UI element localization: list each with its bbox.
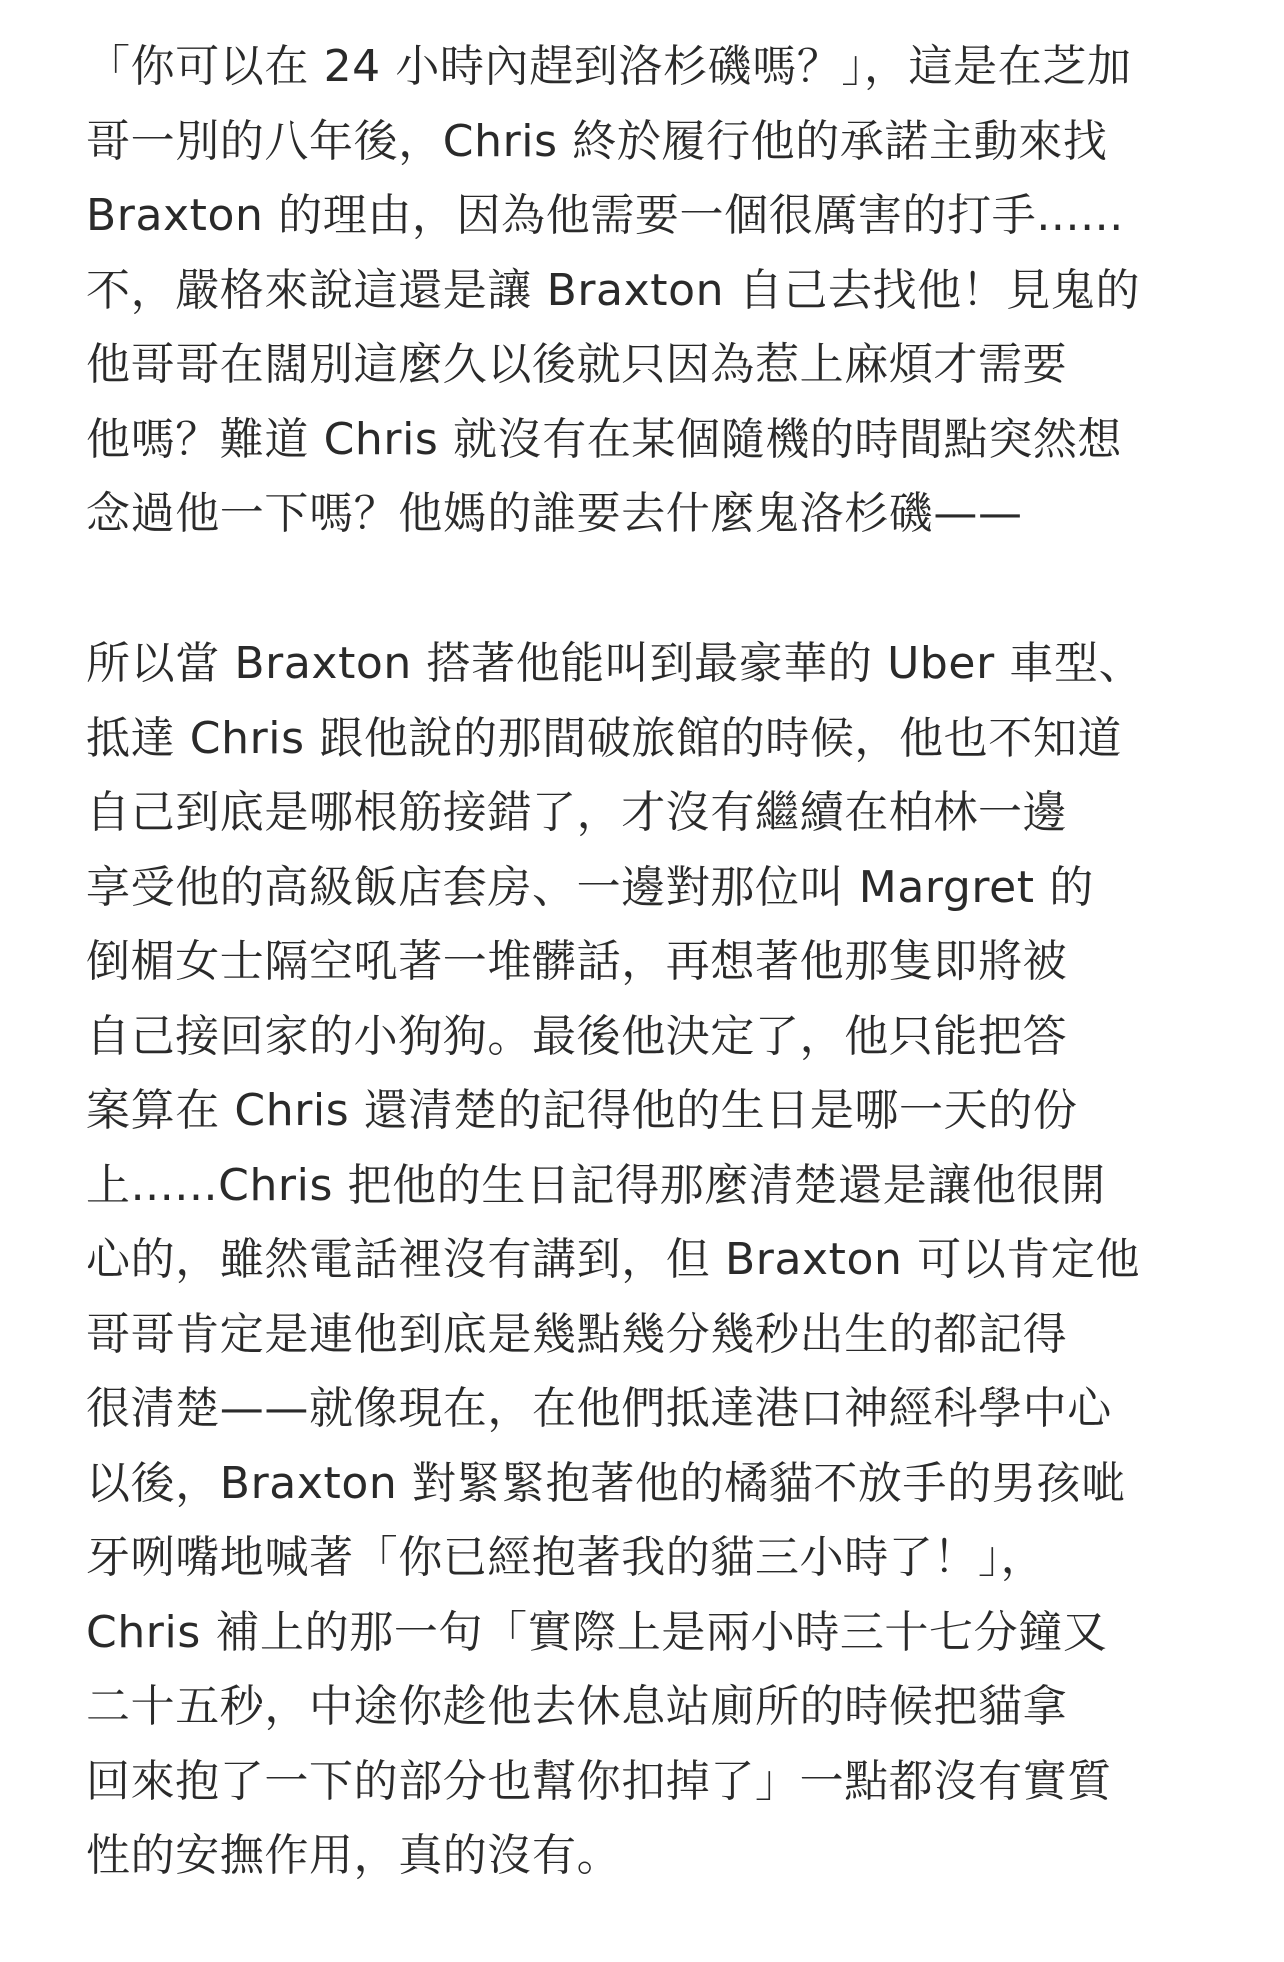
paragraph-1	[86, 30, 1206, 552]
text-line: 二十五秒，中途你趁他去休息站廁所的時候把貓拿	[86, 1681, 1068, 1732]
text-line: 上......Chris 把他的生日記得那麼清楚還是讓他很開	[86, 1159, 1106, 1211]
text-line: 抵達 Chris 跟他說的那間破旅館的時候，他也不知道	[86, 712, 1123, 764]
text-line: 「你可以在 24 小時內趕到洛杉磯嗎？」，這是在芝加	[86, 41, 1132, 92]
text-line: 哥一別的八年後，Chris 終於履行他的承諾主動來找	[86, 115, 1108, 167]
text-line: 很清楚——就像現在，在他們抵達港口神經科學中心	[86, 1383, 1112, 1434]
text-line: 所以當 Braxton 搭著他能叫到最豪華的 Uber 車型、	[86, 638, 1144, 689]
text-line: 回來抱了一下的部分也幫你扣掉了」一點都沒有實質	[86, 1755, 1112, 1807]
text-line: 他嗎？難道 Chris 就沒有在某個隨機的時間點突然想	[86, 413, 1123, 465]
text-line: 性的安撫作用，真的沒有。	[86, 1830, 622, 1881]
text-line: 自己接回家的小狗狗。最後他決定了，他只能把答	[86, 1010, 1068, 1062]
text-line: 牙咧嘴地喊著「你已經抱著我的貓三小時了！」，	[86, 1532, 1046, 1583]
text-line: Braxton 的理由，因為他需要一個很厲害的打手......	[86, 190, 1124, 241]
text-line: 自己到底是哪根筋接錯了，才沒有繼續在柏林一邊	[86, 787, 1068, 838]
text-line: 念過他一下嗎？他媽的誰要去什麼鬼洛杉磯——	[86, 488, 1023, 539]
text-line: 哥哥肯定是連他到底是幾點幾分幾秒出生的都記得	[86, 1308, 1068, 1360]
text-line: 案算在 Chris 還清楚的記得他的生日是哪一天的份	[86, 1085, 1078, 1136]
text-line: 以後，Braxton 對緊緊抱著他的橘貓不放手的男孩呲	[86, 1457, 1126, 1509]
text-line: Chris 補上的那一句「實際上是兩小時三十七分鐘又	[86, 1606, 1108, 1658]
text-line: 心的，雖然電話裡沒有講到，但 Braxton 可以肯定他	[86, 1234, 1141, 1285]
text-line: 他哥哥在闊別這麼久以後就只因為惹上麻煩才需要	[86, 339, 1068, 390]
paragraph-2	[86, 627, 1206, 1894]
text-line: 不，嚴格來說這還是讓 Braxton 自己去找他！見鬼的	[86, 264, 1141, 316]
text-line: 倒楣女士隔空吼著一堆髒話，再想著他那隻即將被	[86, 936, 1068, 987]
text-line: 享受他的高級飯店套房、一邊對那位叫 Margret 的	[86, 861, 1094, 913]
